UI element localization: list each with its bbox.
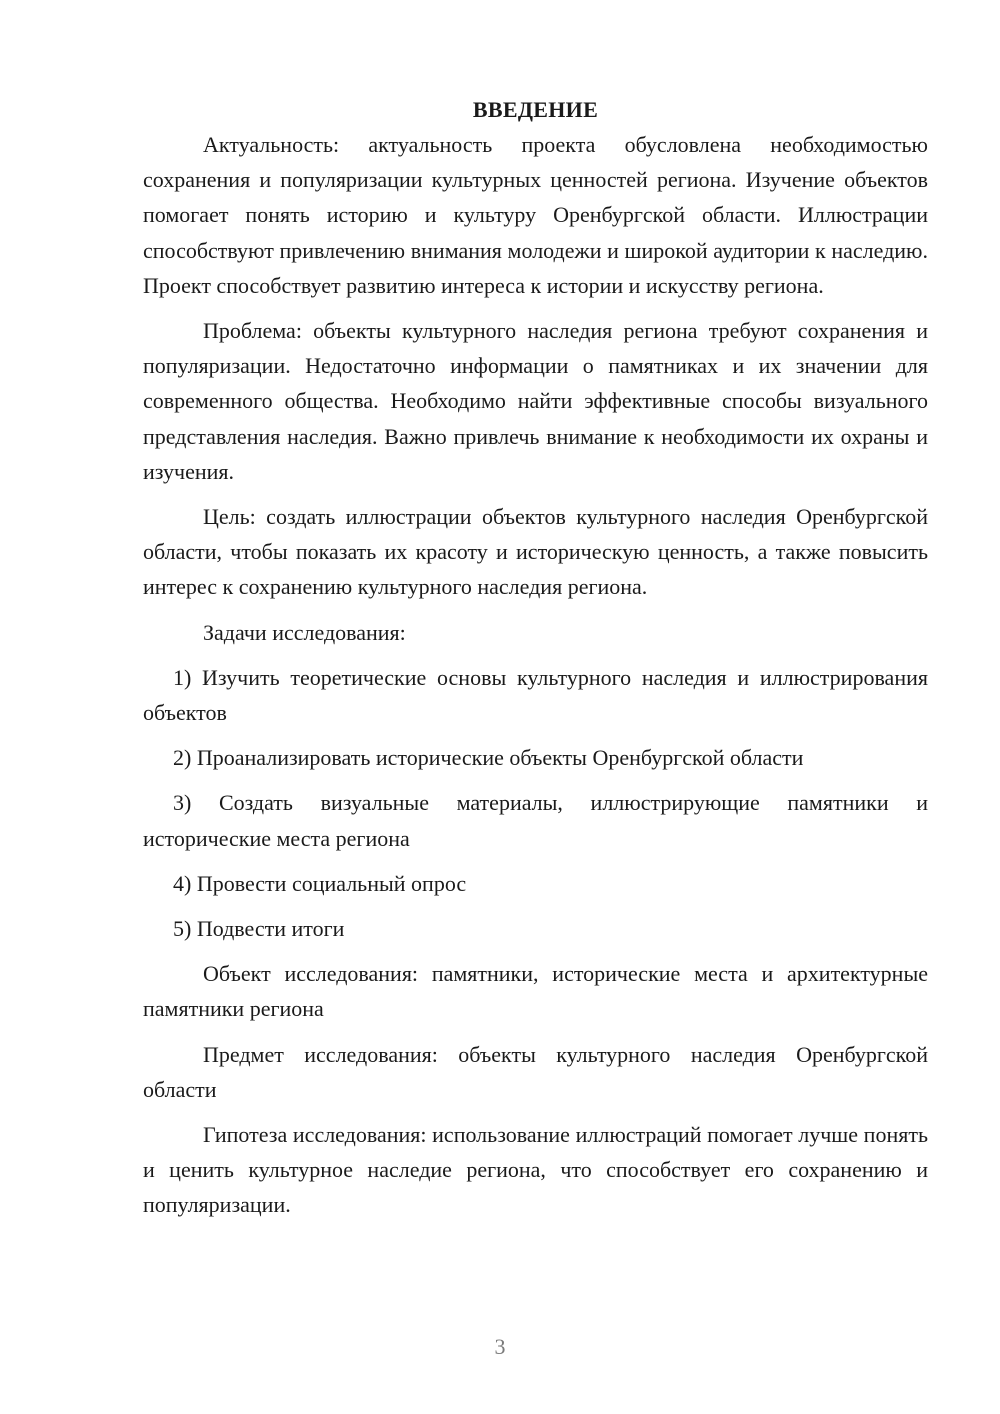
task-item-4: 4) Провести социальный опрос [173,870,467,896]
problem-paragraph: Проблема: объекты культурного наследия региона требуют сохранения и популяризации. Недостаточно информации о памятниках и их значении для современного общества. Необходимо найти эффективные способы визуального представления наследия. Важно привлечь внимание к необходимости их охраны и изучения. [143,318,928,484]
page-number: 3 [494,1334,506,1359]
research-object-paragraph: Объект исследования: памятники, исторические места и архитектурные памятники региона [143,961,928,1022]
relevance-paragraph: Актуальность: актуальность проекта обусловлена необходимостью сохранения и популяризации культурных ценностей региона. Изучение объектов помогает понять историю и культуру Оренбургской области. Иллюстрации способствуют привлечению внимания молодежи и широкой аудитории к наследию. Проект способствует развитию интереса к истории и искусству региона. [143,132,928,298]
task-item-2: 2) Проанализировать исторические объекты Оренбургской области [173,745,804,771]
tasks-heading: Задачи исследования: [203,619,406,645]
section-heading: ВВЕДЕНИЕ [472,97,599,122]
task-item-5: 5) Подвести итоги [173,916,345,942]
document-body [143,92,928,1233]
research-subject-paragraph: Предмет исследования: объекты культурного наследия Оренбургской области [143,1041,928,1102]
task-item-3: 3) Создать визуальные материалы, иллюстрирующие памятники и исторические места региона [143,790,928,851]
hypothesis-paragraph: Гипотеза исследования: использование иллюстраций помогает лучше понять и ценить культурное наследие региона, что способствует его сохранению и популяризации. [143,1122,928,1218]
task-item-1: 1) Изучить теоретические основы культурного наследия и иллюстрирования объектов [143,664,928,726]
goal-paragraph: Цель: создать иллюстрации объектов культурного наследия Оренбургской области, чтобы показать их красоту и историческую ценность, а также повысить интерес к сохранению культурного наследия региона. [143,504,928,600]
